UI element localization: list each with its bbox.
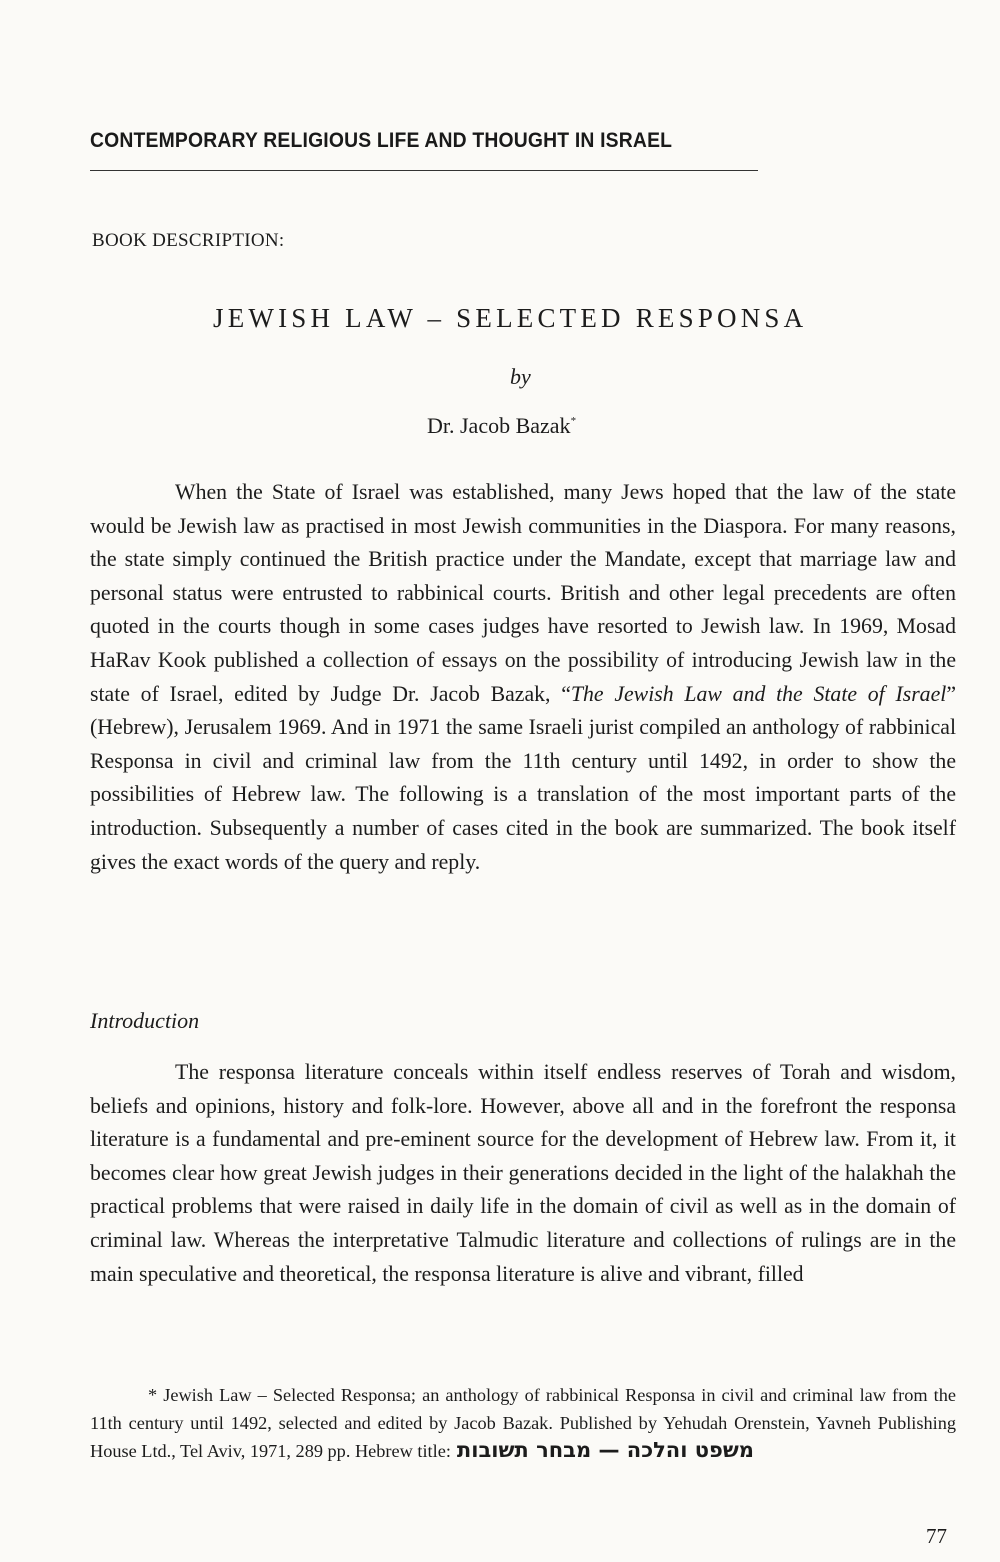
- footnote-marker: *: [148, 1385, 158, 1405]
- footnote: [90, 1382, 956, 1466]
- running-header: CONTEMPORARY RELIGIOUS LIFE AND THOUGHT IN ISRAEL: [90, 128, 673, 152]
- page-number: 77: [926, 1524, 947, 1548]
- byline-by: by: [510, 364, 531, 389]
- paragraph-1-text-b: ” (Hebrew), Jerusalem 1969. And in 1971 the same Israeli jurist compiled an anthology of rabbinical Responsa in civil and criminal law from the 11th century until 1492, in order to show the possibilities of Hebrew law. The following is a translation of the most important parts of the introduction. Subsequently a number of cases cited in the book are summarized. The book itself gives the exact words of the query and reply.: [90, 681, 956, 874]
- paragraph-2-text: The responsa literature conceals within itself endless reserves of Torah and wisdom, beliefs and opinions, history and folk-lore. However, above all and in the forefront the responsa literature is a fundamental and pre-eminent source for the development of Hebrew law. From it, it becomes clear how great Jewish judges in their generations decided in the light of the halakhah the practical problems that were raised in daily life in the domain of civil as well as in the domain of criminal law. Whereas the interpretative Talmudic literature and collections of rulings are in the main speculative and theoretical, the responsa literature is alive and vibrant, filled: [90, 1060, 956, 1286]
- byline-author: [427, 413, 576, 439]
- body-paragraph-1: [90, 476, 956, 879]
- paragraph-1-text-a: When the State of Israel was established, many Jews hoped that the law of the state would be Jewish law as practised in most Jewish communities in the Diaspora. For many reasons, the state simply continued the British practice under the Mandate, except that marriage law and personal status were entrusted to rabbinical courts. British and other legal precedents are often quoted in the courts though in some cases judges have resorted to Jewish law. In 1969, Mosad HaRav Kook published a collection of essays on the possibility of introducing Jewish law in the state of Israel, edited by Judge Dr. Jacob Bazak, “: [90, 480, 956, 706]
- section-label: BOOK DESCRIPTION:: [92, 230, 285, 251]
- body-paragraph-2: [90, 1056, 956, 1291]
- article-title: JEWISH LAW – SELECTED RESPONSA: [213, 303, 808, 333]
- author-name: Dr. Jacob Bazak: [427, 413, 571, 438]
- footnote-reference: *: [570, 415, 577, 427]
- hebrew-title: משפט והלכה — מבחר תשובות: [456, 1438, 754, 1462]
- header-rule: [90, 170, 758, 171]
- paragraph-1-book-title: The Jewish Law and the State of Israel: [570, 681, 947, 706]
- section-subheading: Introduction: [90, 1008, 200, 1033]
- footnote-text: Jewish Law – Selected Responsa; an anthology of rabbinical Responsa in civil and criminal law from the 11th century until 1492, selected and edited by Jacob Bazak. Published by Yehudah Orenstein, Yavneh Publishing House Ltd., Tel Aviv, 1971, 289 pp. Hebrew title:: [90, 1385, 957, 1461]
